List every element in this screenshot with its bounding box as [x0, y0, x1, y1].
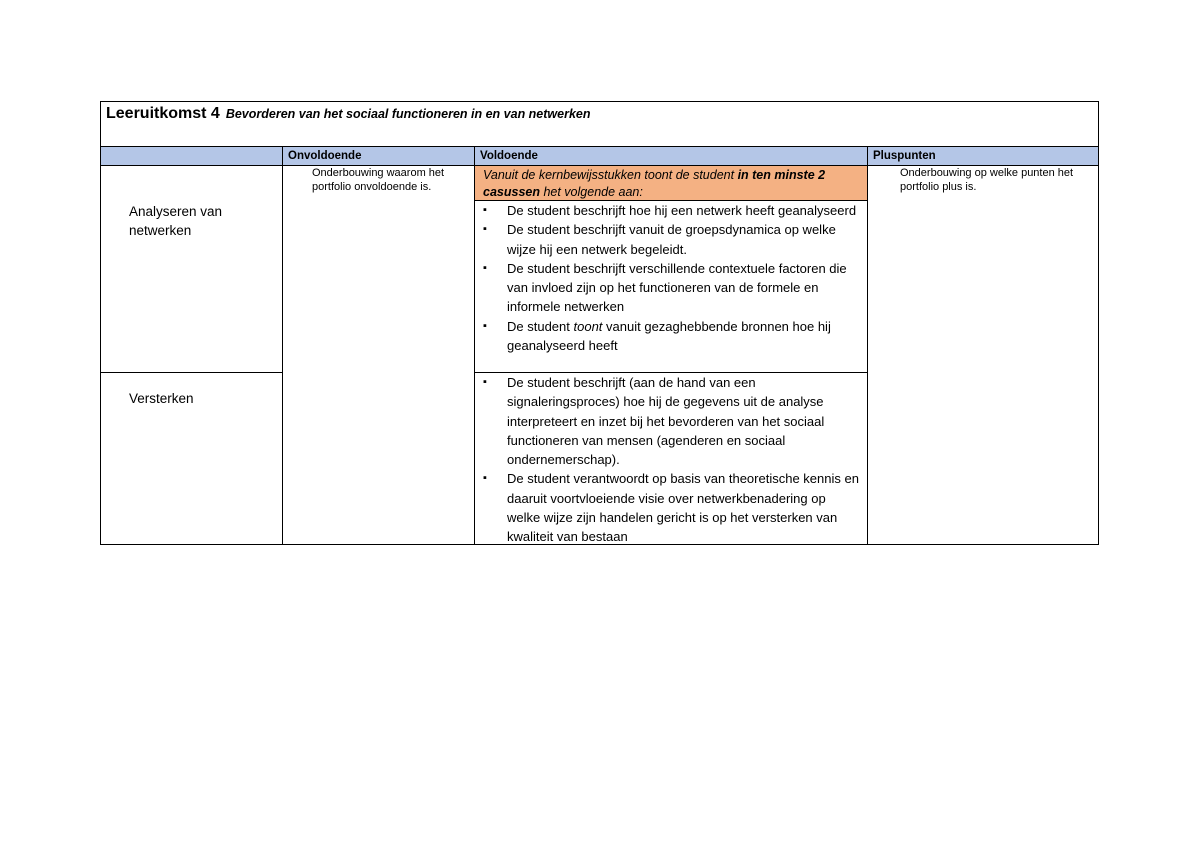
border-bottom	[100, 544, 1099, 545]
criterion-item	[475, 201, 867, 220]
criterion-text: De student beschrijft vanuit de groepsdynamica op welke wijze hij een netwerk begeleidt.	[507, 222, 836, 257]
criterion-item	[475, 220, 867, 259]
criterion-text: De student beschrijft verschillende contextuele factoren die van invloed zijn op het functioneren van de formele en informele netwerken	[507, 260, 847, 315]
criterion-text-end: vanuit gezaghebbende bronnen hoe hij geanalyseerd heeft	[507, 318, 831, 354]
voldoende-intro	[475, 166, 867, 201]
rule-row-criteria	[475, 372, 867, 373]
criterion-item	[475, 373, 867, 469]
criterion-item	[475, 259, 867, 317]
row-label-versterken: Versterken	[129, 391, 194, 406]
col-divider-2	[474, 146, 475, 545]
col-divider-1	[282, 146, 283, 545]
border-left	[100, 101, 101, 545]
intro-part2: het volgende aan:	[539, 185, 643, 199]
border-right	[1098, 101, 1099, 545]
criteria-list-analyseren	[475, 201, 867, 355]
header-voldoende: Voldoende	[475, 147, 867, 165]
title-subtitle: Bevorderen van het sociaal functioneren in en van netwerken	[225, 107, 591, 121]
criterion-text: De student	[507, 318, 574, 334]
criterion-item	[475, 317, 867, 356]
assessment-rubric-table	[100, 101, 1099, 545]
intro-part1: Vanuit de kernbewijsstukken toont de student	[483, 168, 738, 182]
criterion-item	[475, 469, 867, 546]
criterion-emphasis: toont	[573, 318, 603, 334]
criterion-text: De student verantwoordt op basis van theoretische kennis en daaruit voortvloeiende visie over netwerkbenadering op welke wijze zijn handelen gericht is op het versterken van kwaliteit van bestaan	[507, 471, 859, 545]
row-label-analyseren: Analyseren van netwerken	[129, 204, 223, 238]
title-cell	[100, 101, 1099, 146]
rule-intro	[475, 200, 867, 201]
rule-row-label	[100, 372, 283, 373]
border-top	[100, 101, 1099, 102]
table-title	[106, 105, 591, 123]
pluspunten-note: Onderbouwing op welke punten het portfolio plus is.	[900, 167, 1074, 193]
criteria-list-versterken	[475, 373, 867, 547]
criterion-text: De student beschrijft (aan de hand van een signaleringsproces) hoe hij de gegevens uit de analyse interpreteert en inzet bij het bevorderen van het sociaal functioneren van mensen (agenderen en sociaal ondernemerschap).	[507, 375, 825, 468]
rule-header	[100, 165, 1099, 166]
intro-bold: in ten minste 2 casussen	[483, 168, 826, 199]
col-divider-3	[867, 146, 868, 545]
header-pluspunten: Pluspunten	[868, 147, 1098, 165]
criterion-text: De student beschrijft hoe hij een netwerk heeft geanalyseerd	[507, 203, 857, 218]
header-onvoldoende: Onvoldoende	[283, 147, 474, 165]
rule-title	[100, 146, 1099, 147]
header-empty	[100, 147, 282, 165]
title-main: Leeruitkomst 4	[106, 105, 220, 122]
onvoldoende-note: Onderbouwing waarom het portfolio onvoldoende is.	[312, 167, 445, 193]
